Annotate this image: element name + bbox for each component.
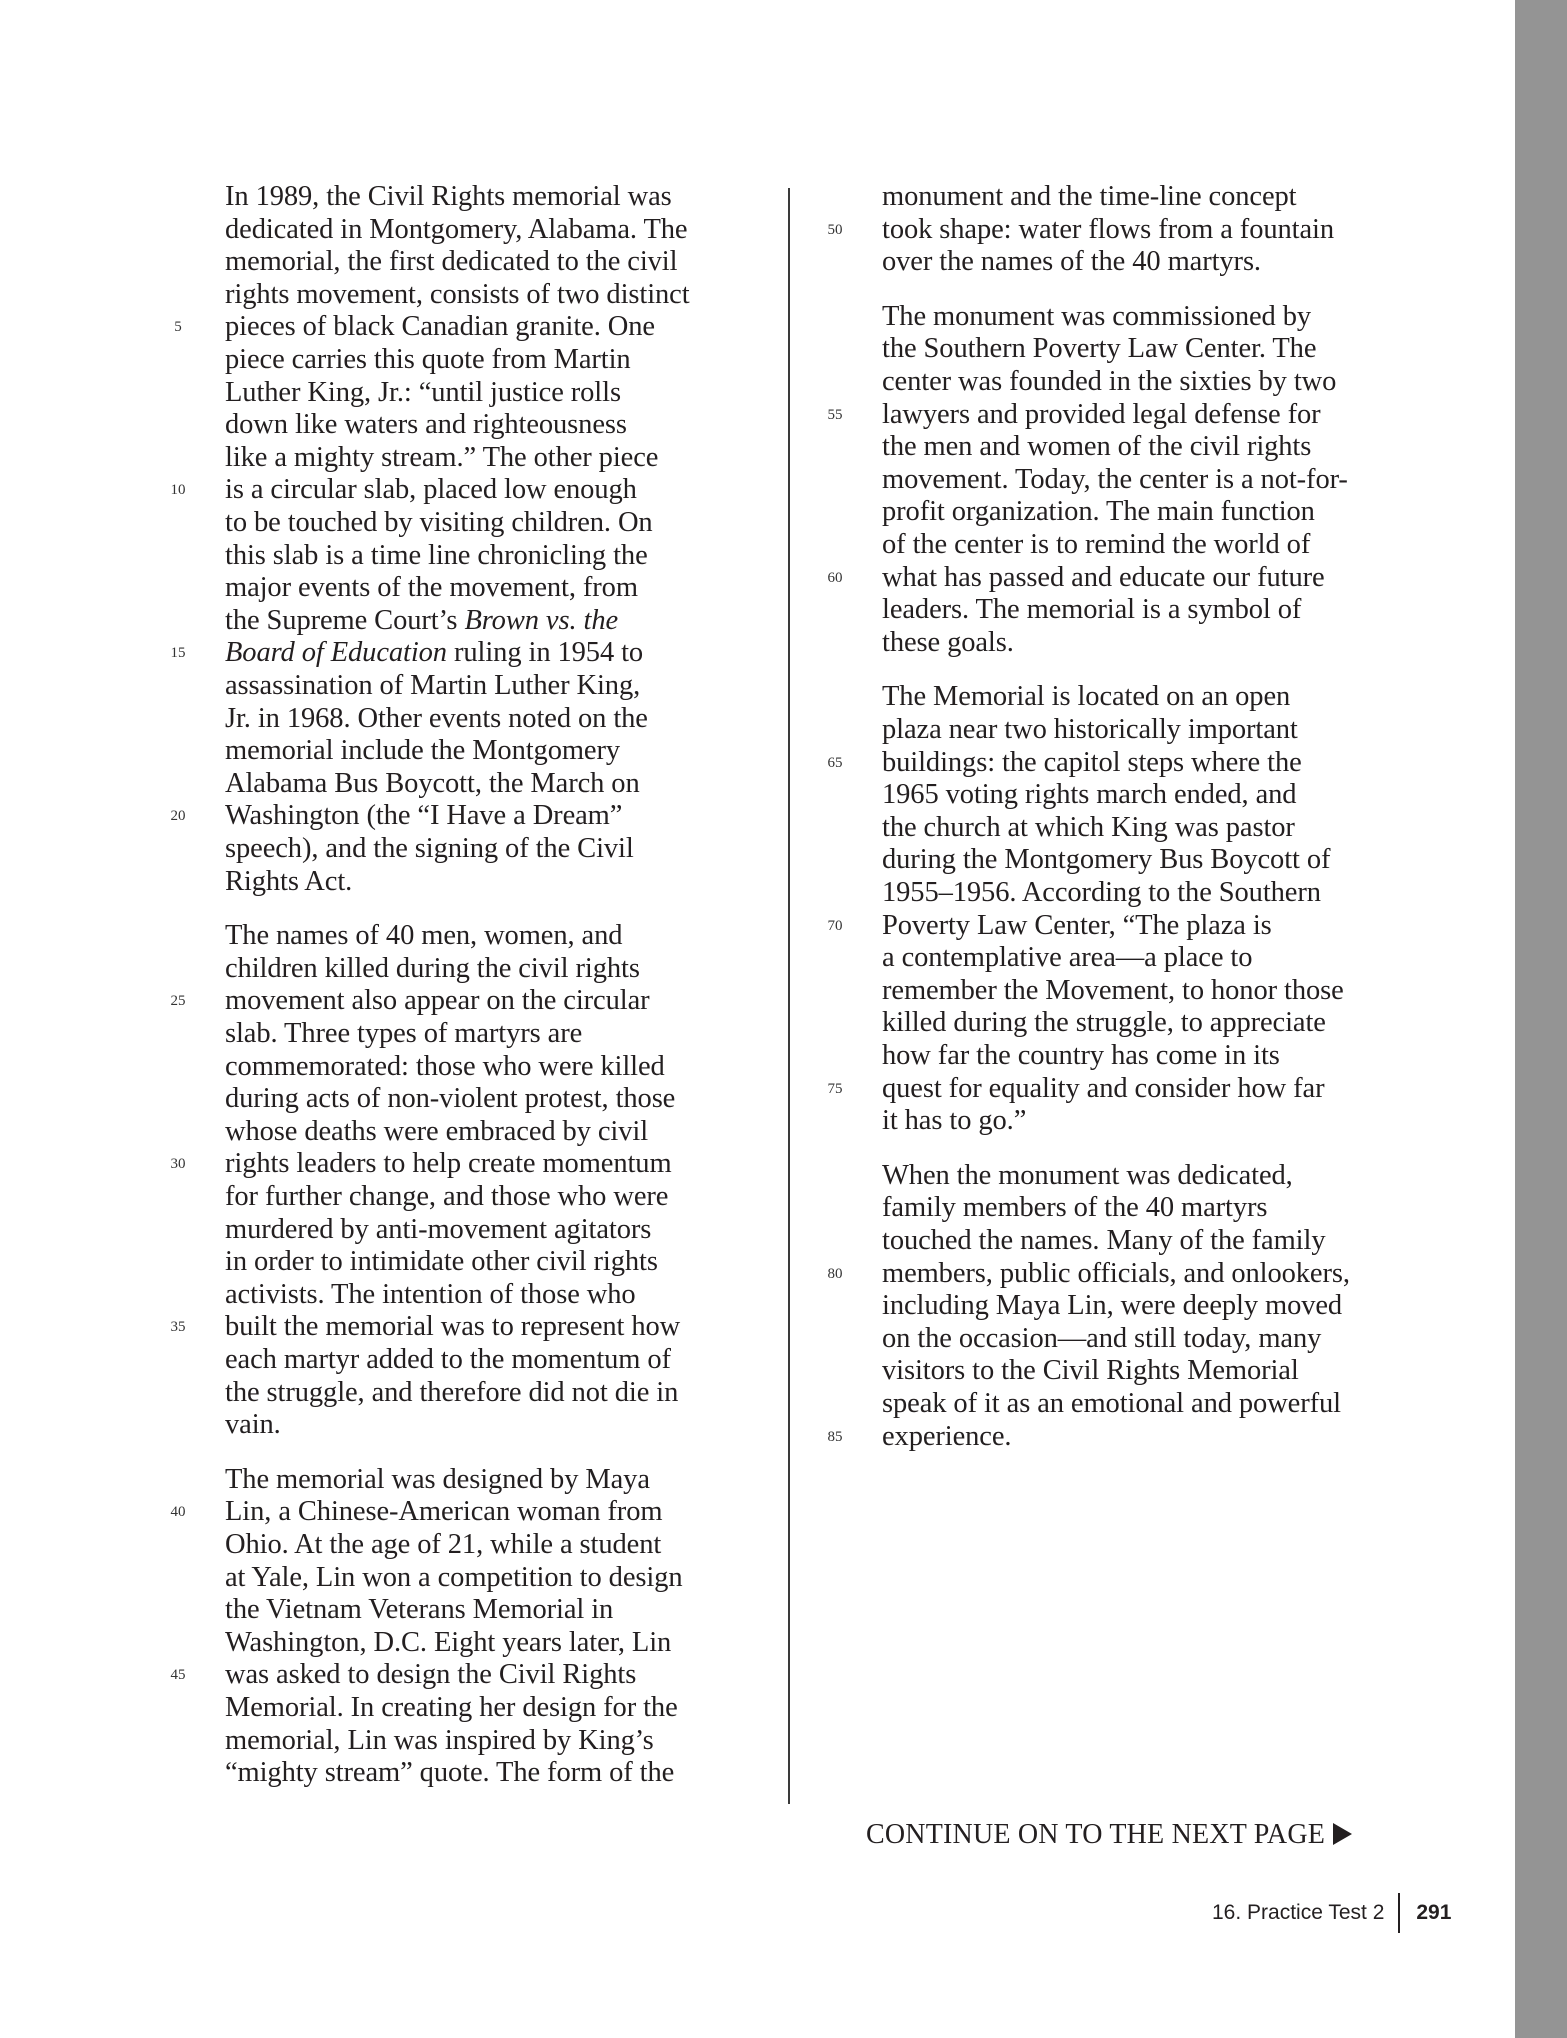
continue-text: CONTINUE ON TO THE NEXT PAGE	[866, 1819, 1326, 1850]
passage-line	[882, 1105, 1026, 1138]
passage-line-text: Poverty Law Center, “The plaza is	[882, 909, 1272, 941]
passage-line-text: commemorated: those who were killed	[225, 1050, 665, 1082]
passage-line	[882, 1388, 1341, 1421]
passage-line	[225, 833, 634, 866]
passage-line	[225, 344, 631, 377]
page-footer	[1212, 1893, 1451, 1933]
passage-line	[882, 431, 1311, 464]
passage-line	[882, 812, 1295, 845]
passage-line-text: lawyers and provided legal defense for	[882, 398, 1321, 430]
passage-line-text: 1965 voting rights march ended, and	[882, 779, 1297, 811]
passage-line-text: Lin, a Chinese-American woman from	[225, 1496, 663, 1528]
passage-line	[225, 1116, 648, 1149]
passage-line-text: leaders. The memorial is a symbol of	[882, 594, 1302, 626]
passage-line	[882, 877, 1321, 910]
right-arrow-icon	[1333, 1823, 1352, 1845]
passage-line-text: The names of 40 men, women, and	[225, 920, 623, 952]
passage-line	[225, 953, 640, 986]
passage-line	[225, 181, 672, 214]
passage-line-text: Washington (the “I Have a Dream”	[225, 800, 623, 832]
footer-divider	[1398, 1893, 1400, 1933]
passage-line-text: of the center is to remind the world of	[882, 529, 1311, 560]
passage-line	[225, 1377, 678, 1410]
passage-line-text: movement also appear on the circular	[225, 985, 650, 1017]
passage-line	[882, 1421, 1011, 1454]
passage-line	[225, 1757, 674, 1790]
passage-line-text: down like waters and righteousness	[225, 409, 627, 441]
passage-line-text: The memorial was designed by Maya	[225, 1463, 650, 1495]
passage-line	[225, 474, 637, 507]
passage-line-text: each martyr added to the momentum of	[225, 1344, 671, 1375]
passage-line-text: The Memorial is located on an open	[882, 681, 1291, 713]
passage-line	[882, 366, 1336, 399]
passage-line-text: Ohio. At the age of 21, while a student	[225, 1529, 662, 1560]
passage-line	[225, 1627, 671, 1660]
passage-line-text: on the occasion—and still today, many	[882, 1322, 1322, 1354]
passage-line	[225, 442, 658, 475]
passage-line-text: major events of the movement, from	[225, 572, 638, 604]
line-number: 15	[170, 645, 186, 662]
passage-left-column	[163, 181, 723, 1811]
passage-line-text: the church at which King was pastor	[882, 811, 1295, 843]
passage-line	[225, 670, 640, 703]
passage-line	[225, 1083, 675, 1116]
passage-line-text: remember the Movement, to honor those	[882, 974, 1344, 1006]
passage-line	[882, 214, 1334, 247]
passage-line	[882, 1040, 1280, 1073]
passage-line	[882, 714, 1298, 747]
passage-line-text: what has passed and educate our future	[882, 561, 1325, 593]
passage-line	[882, 779, 1296, 812]
passage-line-text: memorial, Lin was inspired by King’s	[225, 1724, 654, 1756]
passage-line-text: these goals.	[882, 626, 1014, 658]
passage-line	[225, 279, 690, 312]
passage-line-text: “mighty stream” quote. The form of the	[225, 1757, 675, 1789]
line-number: 55	[827, 406, 843, 423]
passage-line	[225, 507, 653, 540]
passage-line	[882, 942, 1252, 975]
passage-line-text: a contemplative area—a place to	[882, 942, 1253, 974]
passage-line	[225, 409, 627, 442]
line-number: 85	[827, 1428, 843, 1445]
column-divider	[788, 188, 790, 1804]
passage-line-text: how far the country has come in its	[882, 1040, 1280, 1071]
passage-line	[882, 1290, 1342, 1323]
line-number: 45	[170, 1667, 186, 1684]
line-number: 80	[827, 1265, 843, 1282]
passage-line	[225, 1246, 658, 1279]
passage-line	[225, 768, 640, 801]
passage-line	[882, 529, 1310, 562]
passage-italic-text: Board of Education	[225, 637, 447, 669]
passage-right-column	[820, 181, 1420, 1811]
passage-line	[882, 975, 1344, 1008]
passage-line	[225, 985, 650, 1018]
passage-line-text: buildings: the capitol steps where the	[882, 746, 1302, 778]
passage-line-text: during acts of non-violent protest, those	[225, 1083, 676, 1115]
line-number: 65	[827, 754, 843, 771]
passage-line	[882, 681, 1290, 714]
passage-line	[225, 1018, 582, 1051]
line-number: 10	[170, 482, 186, 499]
passage-line-text: profit organization. The main function	[882, 496, 1315, 528]
line-number: 40	[170, 1504, 186, 1521]
passage-line-text: children killed during the civil rights	[225, 952, 640, 984]
passage-line-text: murdered by anti-movement agitators	[225, 1213, 652, 1245]
passage-italic-text: Brown vs. the	[464, 604, 619, 636]
passage-line	[225, 1279, 636, 1312]
passage-line-text: experience.	[882, 1420, 1012, 1452]
passage-line	[882, 627, 1014, 660]
passage-line-text: for further change, and those who were	[225, 1181, 669, 1212]
passage-line-text: The monument was commissioned by	[882, 300, 1311, 332]
passage-line-text: killed during the struggle, to appreciate	[882, 1007, 1326, 1039]
passage-line-text: dedicated in Montgomery, Alabama. The	[225, 213, 688, 245]
passage-line	[225, 800, 622, 833]
passage-line-text: speak of it as an emotional and powerful	[882, 1388, 1341, 1419]
passage-line	[225, 1148, 672, 1181]
passage-line-text: whose deaths were embraced by civil	[225, 1115, 649, 1147]
passage-line	[882, 301, 1311, 334]
passage-line	[225, 735, 620, 768]
passage-line	[225, 605, 618, 638]
passage-line-text: the struggle, and therefore did not die in	[225, 1376, 679, 1408]
passage-line-text: over the names of the 40 martyrs.	[882, 246, 1261, 278]
passage-line	[225, 1344, 671, 1377]
passage-line	[225, 246, 677, 279]
passage-line	[225, 1659, 636, 1692]
passage-line-text: memorial, the first dedicated to the civil	[225, 246, 678, 278]
passage-line-text: ruling in 1954 to	[446, 637, 644, 669]
line-number: 25	[170, 993, 186, 1010]
passage-line-text: like a mighty stream.” The other piece	[225, 441, 659, 473]
passage-line-text: touched the names. Many of the family	[882, 1225, 1326, 1256]
passage-line	[882, 1007, 1326, 1040]
passage-line-text: it has to go.”	[882, 1105, 1027, 1137]
passage-line	[882, 562, 1325, 595]
passage-line-text: In 1989, the Civil Rights memorial was	[225, 181, 672, 212]
passage-line	[882, 496, 1315, 529]
passage-line	[225, 1594, 613, 1627]
passage-line	[225, 1409, 281, 1442]
passage-line-text: plaza near two historically important	[882, 714, 1298, 745]
passage-line-text: built the memorial was to represent how	[225, 1311, 681, 1343]
continue-notice	[866, 1818, 1352, 1852]
passage-line-text: piece carries this quote from Martin	[225, 344, 631, 375]
passage-line-text: is a circular slab, placed low enough	[225, 474, 637, 506]
passage-line-text: to be touched by visiting children. On	[225, 507, 653, 538]
passage-line-text: vain.	[225, 1409, 281, 1441]
passage-line-text: pieces of black Canadian granite. One	[225, 311, 655, 343]
passage-line-text: the Southern Poverty Law Center. The	[882, 333, 1317, 365]
passage-line-text: Rights Act.	[225, 865, 353, 897]
passage-line-text: members, public officials, and onlookers,	[882, 1257, 1350, 1289]
passage-line-text: the men and women of the civil rights	[882, 431, 1312, 463]
passage-line	[882, 399, 1321, 432]
passage-line-text: in order to intimidate other civil rights	[225, 1246, 658, 1278]
page-edge-tab	[1515, 0, 1567, 2038]
passage-line	[225, 1214, 651, 1247]
passage-line	[225, 1464, 650, 1497]
line-number: 70	[827, 917, 843, 934]
passage-line-text: 1955–1956. According to the Southern	[882, 877, 1321, 908]
line-number: 75	[827, 1080, 843, 1097]
passage-line-text: movement. Today, the center is a not-for-	[882, 463, 1348, 495]
passage-line	[225, 920, 622, 953]
passage-line-text: during the Montgomery Bus Boycott of	[882, 844, 1331, 876]
passage-line-text: Luther King, Jr.: “until justice rolls	[225, 376, 621, 408]
passage-line	[882, 1073, 1324, 1106]
passage-line-text: visitors to the Civil Rights Memorial	[882, 1355, 1299, 1387]
passage-line	[225, 311, 655, 344]
passage-line	[225, 1181, 668, 1214]
passage-line-text: quest for equality and consider how far	[882, 1072, 1325, 1104]
passage-line	[225, 214, 687, 247]
passage-line	[882, 464, 1348, 497]
passage-line-text: the Supreme Court’s	[225, 604, 465, 636]
line-number: 30	[170, 1156, 186, 1173]
passage-line	[882, 1323, 1321, 1356]
passage-line-text: speech), and the signing of the Civil	[225, 833, 634, 864]
passage-line-text: rights movement, consists of two distinct	[225, 278, 690, 310]
passage-line	[882, 1192, 1267, 1225]
passage-line-text: activists. The intention of those who	[225, 1278, 636, 1310]
passage-line-text: including Maya Lin, were deeply moved	[882, 1290, 1343, 1322]
passage-line-text: was asked to design the Civil Rights	[225, 1659, 637, 1691]
passage-line-text: Jr. in 1968. Other events noted on the	[225, 702, 648, 734]
passage-line	[882, 1225, 1325, 1258]
passage-line	[225, 1311, 680, 1344]
passage-line	[225, 1529, 661, 1562]
passage-line	[882, 246, 1261, 279]
line-number: 60	[827, 569, 843, 586]
passage-line	[882, 844, 1330, 877]
passage-line-text: monument and the time-line concept	[882, 181, 1297, 212]
passage-line-text: Alabama Bus Boycott, the March on	[225, 767, 640, 799]
line-number: 5	[174, 319, 182, 336]
passage-line-text: Washington, D.C. Eight years later, Lin	[225, 1626, 672, 1658]
passage-line-text: at Yale, Lin won a competition to design	[225, 1561, 683, 1593]
passage-line-text: When the monument was dedicated,	[882, 1159, 1293, 1191]
passage-line-text: family members of the 40 martyrs	[882, 1192, 1268, 1224]
passage-line-text: memorial include the Montgomery	[225, 735, 621, 767]
passage-line	[225, 1562, 682, 1595]
passage-line-text: slab. Three types of martyrs are	[225, 1018, 583, 1049]
passage-line	[882, 910, 1272, 943]
chapter-label: 16. Practice Test 2	[1212, 1901, 1385, 1924]
line-number: 35	[170, 1319, 186, 1336]
passage-line	[882, 1258, 1350, 1291]
passage-line-text: Memorial. In creating her design for the	[225, 1692, 678, 1723]
passage-line-text: the Vietnam Veterans Memorial in	[225, 1594, 614, 1626]
passage-line	[225, 703, 648, 736]
passage-line-text: center was founded in the sixties by two	[882, 366, 1337, 397]
passage-line	[225, 866, 352, 899]
passage-line	[882, 333, 1316, 366]
passage-line	[882, 1355, 1299, 1388]
passage-line	[882, 747, 1302, 780]
passage-line-text: this slab is a time line chronicling the	[225, 539, 648, 571]
line-number: 20	[170, 808, 186, 825]
passage-line	[225, 1496, 662, 1529]
passage-line	[882, 181, 1296, 214]
passage-line	[225, 377, 621, 410]
passage-line	[882, 594, 1301, 627]
passage-line	[225, 1725, 654, 1758]
passage-line-text: assassination of Martin Luther King,	[225, 670, 641, 701]
passage-line	[225, 637, 643, 670]
passage-line	[882, 1160, 1293, 1193]
passage-line	[225, 540, 648, 573]
line-number: 50	[827, 221, 843, 238]
passage-line	[225, 1692, 678, 1725]
passage-line-text: took shape: water flows from a fountain	[882, 213, 1334, 245]
passage-line-text: rights leaders to help create momentum	[225, 1148, 672, 1180]
page-number: 291	[1416, 1901, 1452, 1924]
passage-line	[225, 1051, 665, 1084]
passage-line	[225, 572, 638, 605]
